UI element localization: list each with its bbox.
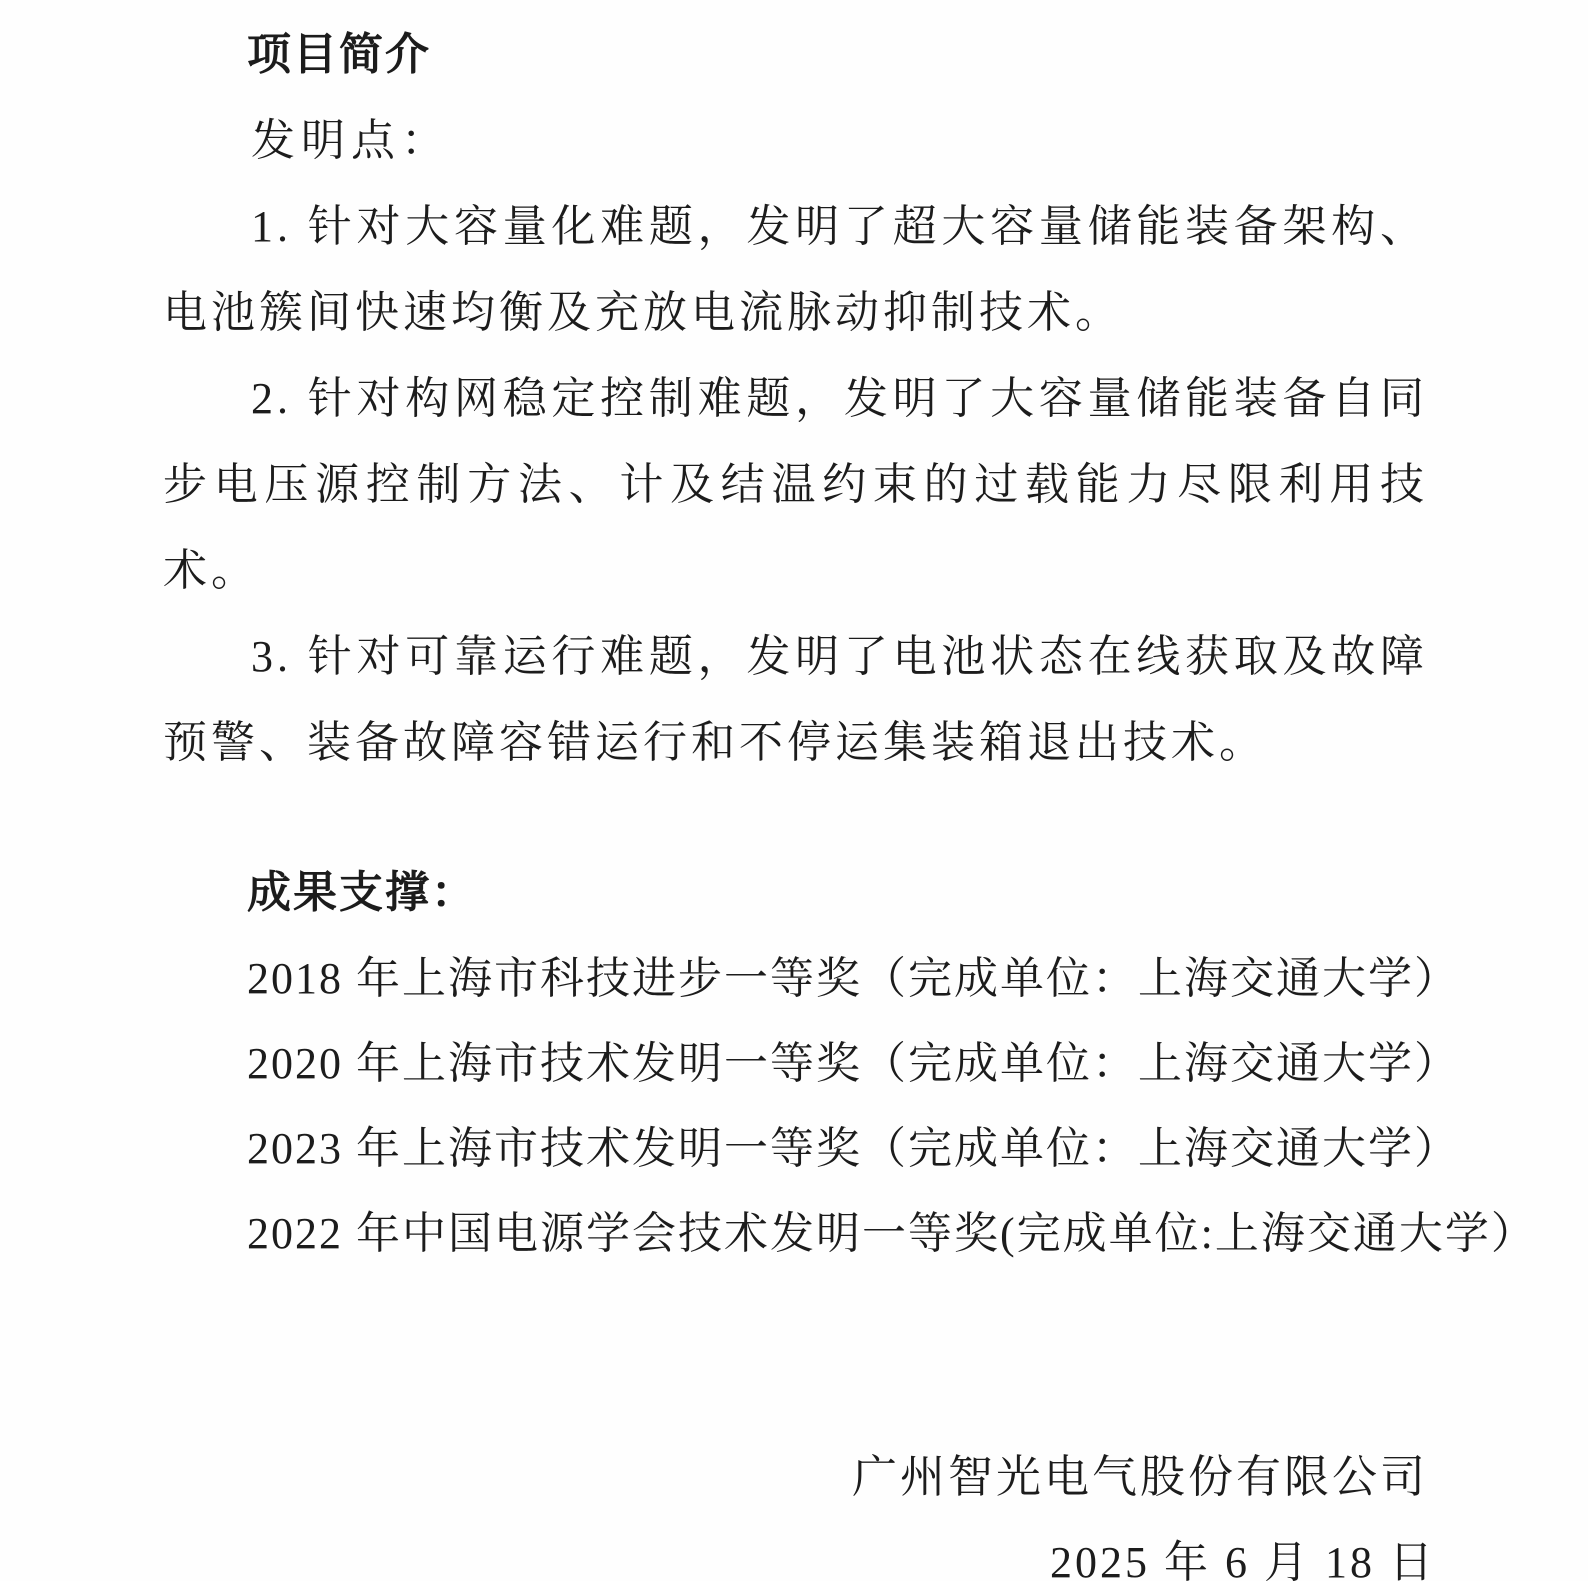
page-title: 项目简介 (247, 30, 431, 79)
award-item-2023: 2023 年上海市技术发明一等奖（完成单位：上海交通大学） (247, 1124, 1460, 1173)
achievements-heading: 成果支撑： (247, 868, 477, 917)
invention-point-2: 2. 针对构网稳定控制难题，发明了大容量储能装备自同步电压源控制方法、计及结温约束的过载能力尽限利用技术。 (163, 374, 1428, 595)
company-name: 广州智光电气股份有限公司 (851, 1452, 1428, 1502)
invention-point-3: 3. 针对可靠运行难题，发明了电池状态在线获取及故障预警、装备故障容错运行和不停运集装箱退出技术。 (163, 632, 1428, 767)
invention-points-label: 发明点： (251, 116, 451, 165)
signature-block (163, 1434, 1436, 1581)
document-content (163, 12, 1537, 1581)
award-item-2018: 2018 年上海市科技进步一等奖（完成单位：上海交通大学） (247, 954, 1460, 1003)
invention-point-1: 1. 针对大容量化难题，发明了超大容量储能装备架构、电池簇间快速均衡及充放电流脉动抑制技术。 (163, 202, 1428, 337)
award-item-2020: 2020 年上海市技术发明一等奖（完成单位：上海交通大学） (247, 1039, 1460, 1088)
award-item-2022: 2022 年中国电源学会技术发明一等奖(完成单位:上海交通大学） (247, 1209, 1537, 1258)
signature-date: 2025 年 6 月 18 日 (1050, 1538, 1436, 1581)
